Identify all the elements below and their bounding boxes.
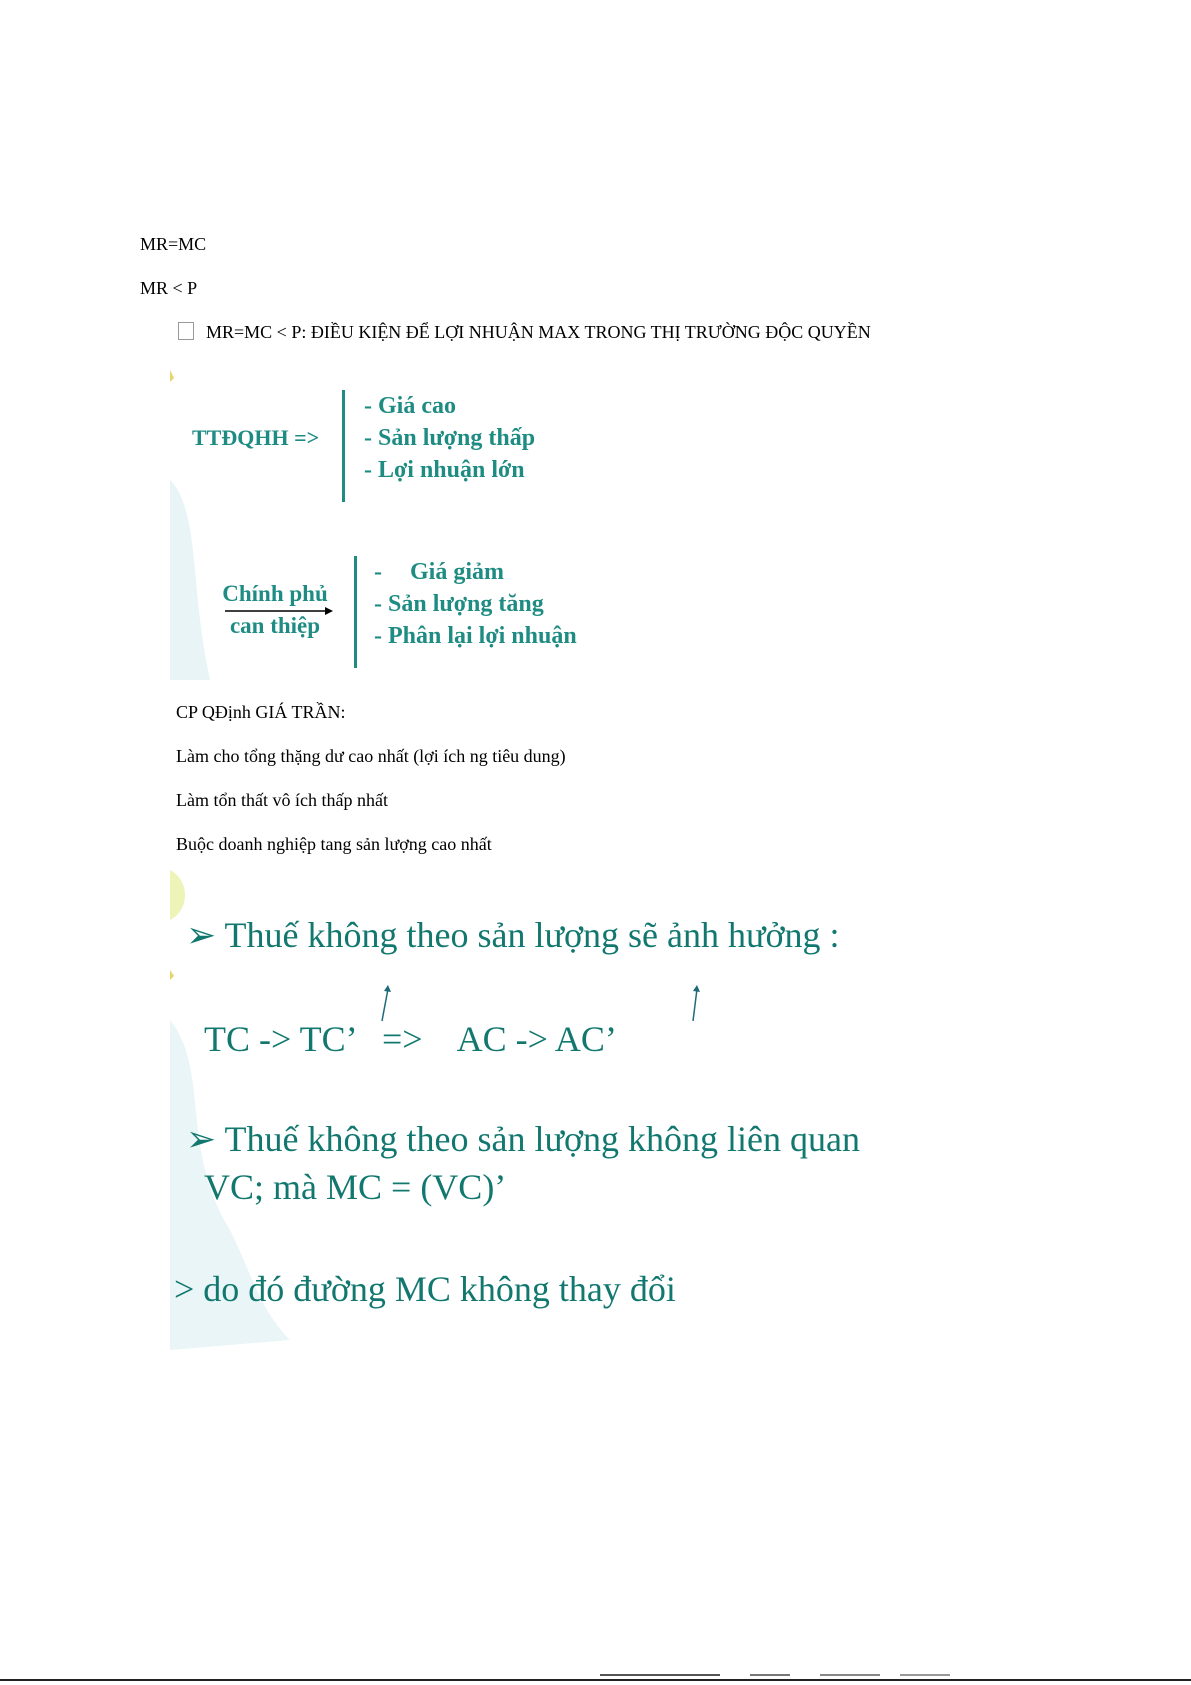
note-price-ceiling: CP QĐịnh GIÁ TRẦN:: [176, 702, 346, 722]
slide-image-monopoly: [170, 360, 600, 680]
cost-shift-formula: TC -> TC’ => AC -> AC’: [204, 1019, 617, 1059]
note-output-max: Buộc doanh nghiệp tang sản lượng cao nhất: [176, 834, 492, 854]
effect-high-price: - Giá cao: [364, 393, 456, 419]
note-mr-lt-p: MR < P: [140, 278, 198, 298]
bullet2-text: Thuế không theo sản lượng không liên quan: [224, 1119, 860, 1159]
arrow-icon: [225, 605, 335, 617]
bullet-unrelated-vc: [186, 1118, 860, 1160]
effect-redistribute-profit: - Phân lại lợi nhuận: [374, 623, 577, 649]
arrow-bullet-icon: ➢: [186, 1119, 217, 1159]
ttdqhh-label: TTĐQHH =>: [192, 425, 320, 450]
bullet1-text: Thuế không theo sản lượng sẽ ảnh hưởng :: [224, 915, 840, 955]
bracket-bar: [342, 390, 345, 502]
note-deadweight-loss: Làm tổn thất vô ích thấp nhất: [176, 790, 388, 810]
monopoly-effects: [364, 390, 535, 486]
slide-image-tax: [170, 870, 950, 1350]
note-condition: [178, 322, 871, 343]
note-total-surplus: Làm cho tổng thặng dư cao nhất (lợi ích ng tiêu dung): [176, 746, 566, 766]
dash: -: [374, 559, 382, 585]
bullet-icon: [178, 322, 194, 340]
government-label-line1: Chính phủ: [222, 581, 328, 606]
effect-low-output: - Sản lượng thấp: [364, 425, 536, 451]
bullet-lump-sum-tax-effect: [186, 914, 840, 956]
bracket-bar-2: [354, 556, 357, 668]
page-bottom-rule: [0, 1679, 1191, 1681]
arrow-bullet-icon: ➢: [186, 915, 217, 955]
note-mr-mc: MR=MC: [140, 234, 207, 254]
condition-text: MR=MC < P: ĐIỀU KIỆN ĐỂ LỢI NHUẬN MAX TRONG THỊ TRƯỜNG ĐỘC QUYỀN: [206, 322, 871, 342]
effect-output-up: - Sản lượng tăng: [374, 591, 544, 617]
intervention-effects: [374, 556, 577, 652]
government-label-line2: can thiệp: [229, 613, 321, 638]
mc-formula: VC; mà MC = (VC)’: [204, 1167, 507, 1207]
effect-price-down: [374, 556, 577, 588]
scan-artifact: [600, 1672, 960, 1678]
conclusion-mc-unchanged: > do đó đường MC không thay đổi: [174, 1269, 676, 1309]
effect-high-profit: - Lợi nhuận lớn: [364, 457, 525, 483]
effect-price-down-text: Giá giảm: [410, 559, 504, 585]
